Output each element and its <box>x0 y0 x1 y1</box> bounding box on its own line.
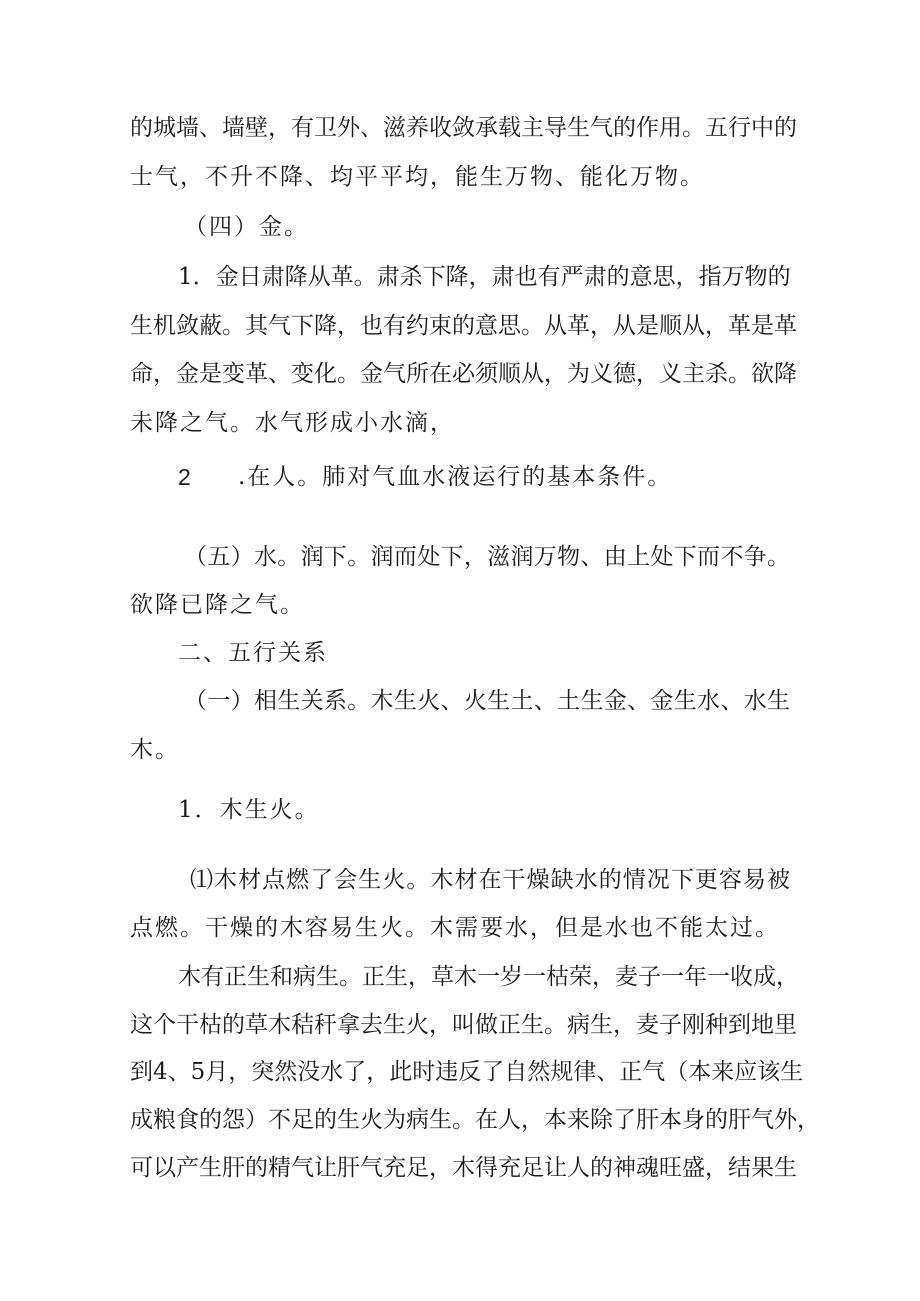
paragraph-line: 成粮食的怨）不足的生火为病生。在人，本来除了肝本身的肝气外， <box>130 1107 820 1133</box>
list-item-heading: 1．木生火。 <box>178 797 320 823</box>
section-heading: （四）金。 <box>184 214 309 240</box>
paragraph-line: 欲降已降之气。 <box>130 592 305 618</box>
paragraph-line: （一）相生关系。木生火、火生土、土生金、金生水、水生 <box>184 688 790 714</box>
paragraph-line: 未降之气。水气形成小水滴， <box>130 410 455 436</box>
paragraph-line: 可以产生肝的精气让肝气充足，木得充足让人的神魂旺盛，结果生 <box>130 1155 797 1181</box>
paragraph-line: 士气，不升不降、均平平均，能生万物、能化万物。 <box>130 164 705 190</box>
paragraph-line: 点燃。干燥的木容易生火。木需要水，但是水也不能太过。 <box>130 915 780 941</box>
list-number: 2 <box>178 464 193 490</box>
section-heading: 二、五行关系 <box>178 640 328 666</box>
paragraph-line: 命，金是变革、变化。金气所在必须顺从，为义德，义主杀。欲降 <box>130 361 797 387</box>
paragraph-line: ⑴木材点燃了会生火。木材在干燥缺水的情况下更容易被 <box>190 867 790 893</box>
paragraph-line: 到4、5月，突然没水了，此时违反了自然规律、正气（本来应该生 <box>130 1059 804 1085</box>
paragraph-line: 木有正生和病生。正生，草木一岁一枯荣，麦子一年一收成， <box>178 964 799 990</box>
paragraph-line: （五）水。润下。润而处下，滋润万物、由上处下而不争。 <box>184 544 790 570</box>
paragraph-line: 木。 <box>130 737 180 763</box>
paragraph-line: 生机敛蔽。其气下降，也有约束的意思。从革，从是顺从，革是革 <box>130 313 797 339</box>
paragraph-line: 1．金日肃降从革。肃杀下降，肃也有严肃的意思，指万物的 <box>178 264 791 290</box>
paragraph-line: .在人。肺对气血水液运行的基本条件。 <box>238 464 673 490</box>
paragraph-line: 的城墙、墙壁，有卫外、滋养收敛承载主导生气的作用。五行中的 <box>130 115 797 141</box>
paragraph-line: 这个干枯的草木秸秆拿去生火，叫做正生。病生，麦子刚种到地里 <box>130 1012 797 1038</box>
